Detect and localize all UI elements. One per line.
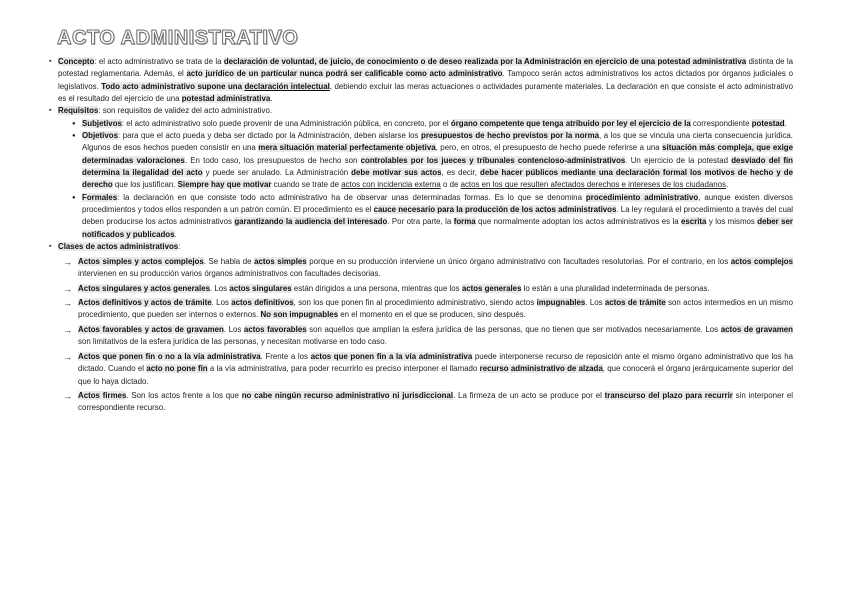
text: intervienen en su producción varios órganos administrativos con facultades decisorias. xyxy=(78,269,381,279)
bold-text: actos simples xyxy=(254,256,307,266)
text: , que conocerá el órgano jerárquicamente superior del que lo haya dictado. xyxy=(78,364,794,386)
requisitos-paragraph xyxy=(49,105,793,117)
text: . Los xyxy=(211,298,232,308)
text: son aquellos que amplían la esfera jurídica de las personas, que no tienen que ser motivados necesariamente. Los xyxy=(306,324,721,334)
bold-text: cauce necesario para la producción de los actos administrativos xyxy=(373,205,617,215)
text: lo están a una pluralidad indeterminada de personas. xyxy=(521,283,710,293)
bold-text: presupuestos de hecho previstos por la norma xyxy=(421,131,599,141)
text: son actos intermedios en un mismo procedimiento, que pueden ser internos o externos. xyxy=(78,298,793,320)
text: : el acto administrativo solo puede provenir de una Administración pública, en concreto, por el xyxy=(121,118,451,128)
underlined-text: actos con incidencia externa xyxy=(341,180,441,190)
requisitos-label: Requisitos xyxy=(58,106,99,116)
document-title: ACTO ADMINISTRATIVO xyxy=(57,27,299,49)
bold-text: actos favorables xyxy=(243,324,307,334)
text: correspondiente xyxy=(690,118,752,128)
text: : la declaración en que consiste todo acto administrativo ha de observar unas determinadas formas. Es lo que se denomina xyxy=(117,192,586,202)
clase-heading: Actos definitivos y actos de trámite xyxy=(78,298,212,308)
underlined-text: actos en los que resulten afectados derechos e intereses de los ciudadanos xyxy=(460,180,726,190)
text: : xyxy=(178,242,181,252)
text: . Se habla de xyxy=(203,256,255,266)
clase-item-finvia xyxy=(49,351,793,388)
text: . Los xyxy=(210,283,230,293)
bold-text: controlables por los jueces y tribunales contencioso-administrativos xyxy=(360,155,626,165)
bold-text: Todo acto administrativo supone una xyxy=(101,81,245,91)
text: , es decir, xyxy=(441,168,481,178)
text: . Por otra parte, la xyxy=(387,217,454,227)
clase-item-favorables xyxy=(49,324,793,349)
bold-text: actos que ponen fin a la vía administrativa xyxy=(310,351,473,361)
bold-underlined-text: declaración intelectual xyxy=(244,81,330,91)
text: cuando se trate de xyxy=(271,180,342,190)
text: puede interponerse recurso de reposición ante el mismo órgano administrativo que los ha dictado. Cuando el xyxy=(78,351,794,374)
text: . Frente a los xyxy=(260,351,311,361)
clase-heading: Actos favorables y actos de gravamen xyxy=(78,324,224,334)
subjetivos-item xyxy=(49,118,793,130)
text: , debiendo excluir las meras actuaciones o actividades puramente materiales. La declaración en que consiste el acto administrativo es el resultado del ejercicio de una xyxy=(58,81,793,104)
text: , aunque existen diversos procedimientos y todos ellos responden a un patrón común. El procedimiento es el xyxy=(82,192,793,215)
clase-item-simples xyxy=(49,256,793,281)
text: , pero, en otros, el presupuesto de hecho puede referirse a una xyxy=(435,143,663,153)
text: . xyxy=(725,180,729,190)
text: a la vía administrativa, para poder recurrirlo es preciso interponer el llamado xyxy=(207,364,480,374)
bold-text: potestad xyxy=(751,118,785,128)
bold-text: actos definitivos xyxy=(231,298,294,308)
clase-item-firmes xyxy=(49,390,793,415)
bold-text: forma xyxy=(453,217,476,227)
bold-text: transcurso del plazo para recurrir xyxy=(604,391,733,401)
concepto-paragraph xyxy=(49,56,793,105)
text: : el acto administrativo se trata de la xyxy=(94,57,224,66)
bold-text: mera situación material perfectamente objetiva xyxy=(258,143,436,153)
bold-text: No son impugnables xyxy=(260,310,339,320)
text: . xyxy=(784,118,787,128)
bold-text: órgano competente que tenga atribuido por ley el ejercicio de la xyxy=(450,118,691,128)
text: están dirigidos a una persona, mientras que los xyxy=(291,283,462,293)
clases-label: Clases de actos administrativos xyxy=(58,242,179,252)
objetivos-label: Objetivos xyxy=(82,131,118,141)
bold-text: no cabe ningún recurso administrativo ni jurisdiccional xyxy=(241,391,454,401)
clase-heading: Actos firmes xyxy=(78,391,127,401)
text: que los justifican. xyxy=(112,180,178,190)
text: en el momento en el que se producen, sino después. xyxy=(338,310,526,320)
text: y los mismos xyxy=(706,217,758,227)
clases-paragraph xyxy=(49,241,793,253)
bold-text: escrita xyxy=(681,217,707,227)
bold-text: declaración de voluntad, de juicio, de conocimiento o de deseo realizada por la Administración en ejercicio de una potestad administrativa xyxy=(223,57,747,66)
formales-label: Formales xyxy=(82,192,118,202)
clase-heading: Actos simples y actos complejos xyxy=(78,256,204,266)
text: . La firmeza de un acto se produce por el xyxy=(453,391,605,401)
clase-heading: Actos que ponen fin o no a la vía administrativa xyxy=(78,351,261,361)
text: . xyxy=(270,94,273,104)
bold-text: recurso administrativo de alzada xyxy=(479,364,603,374)
text: porque en su producción interviene un único órgano administrativo con facultades resolutorias. Por el contrario, en los xyxy=(306,256,731,266)
bold-text: situación más compleja, que exige determinadas valoraciones xyxy=(82,143,794,165)
subjetivos-label: Subjetivos xyxy=(82,118,122,128)
bold-text: Siempre hay que motivar xyxy=(177,180,272,190)
objetivos-item xyxy=(49,130,793,192)
bold-text: actos de gravamen xyxy=(720,324,793,334)
text: . Son los actos frente a los que xyxy=(126,391,242,401)
text: , son los que ponen fin al procedimiento administrativo, siendo actos xyxy=(293,298,537,308)
text: . La ley regulará el procedimiento a través del cual deben producirse los actos administrativos xyxy=(82,205,793,227)
bold-text: debe motivar sus actos xyxy=(351,168,442,178)
text: sin interponer el correspondiente recurso. xyxy=(78,391,793,413)
text: : para que el acto pueda y deba ser dictado por la Administración, deben aislarse los xyxy=(117,131,422,141)
text: que normalmente adoptan los actos administrativos es la xyxy=(475,217,681,227)
text: o de xyxy=(440,180,461,190)
text: y puede ser anulado. La Administración xyxy=(202,168,352,178)
formales-item xyxy=(49,192,793,241)
clase-item-definitivos xyxy=(49,297,793,322)
clase-heading: Actos singulares y actos generales xyxy=(78,283,211,293)
bold-text: procedimiento administrativo xyxy=(585,192,699,202)
document-body xyxy=(49,56,793,415)
text: . Los xyxy=(223,324,244,334)
clase-item-singulares xyxy=(49,283,793,295)
bold-text: actos generales xyxy=(461,283,522,293)
text: , a los que se vincula una cierta consecuencia jurídica. Algunos de esos hechos pueden consistir en una xyxy=(82,131,793,153)
text: . Un ejercicio de la potestad xyxy=(625,155,732,165)
text: . Los xyxy=(585,298,605,308)
bold-text: debe hacer públicos mediante una declaración formal los motivos de hecho y de derecho xyxy=(82,168,793,190)
text: . En todo caso, los presupuestos de hecho son xyxy=(184,155,361,165)
text: . Tampoco serán actos administrativos los actos dictados por órganos judiciales o legislativos. xyxy=(58,69,793,91)
bold-text: potestad administrativa xyxy=(181,94,271,104)
bold-text: acto jurídico de un particular nunca podrá ser calificable como acto administrativo xyxy=(186,69,503,79)
text: distinta de la potestad reglamentaria. Además, el xyxy=(58,57,793,79)
concepto-label: Concepto xyxy=(58,57,95,66)
text: son limitativos de la esfera jurídica de las personas, y necesitan motivarse en todo caso. xyxy=(78,337,387,347)
bold-text: actos singulares xyxy=(229,283,292,293)
bold-text: actos complejos xyxy=(730,256,793,266)
bold-text: deber ser notificados y publicados xyxy=(82,217,793,239)
text: . xyxy=(174,229,177,239)
bold-text: acto no pone fin xyxy=(146,364,208,374)
text: : son requisitos de validez del acto administrativo. xyxy=(98,106,273,116)
bold-text: desviado del fin determina la ilegalidad del acto xyxy=(82,155,793,178)
bold-text: impugnables xyxy=(536,298,586,308)
bold-text: actos de trámite xyxy=(604,298,666,308)
bold-text: garantizando la audiencia del interesado xyxy=(234,217,388,227)
